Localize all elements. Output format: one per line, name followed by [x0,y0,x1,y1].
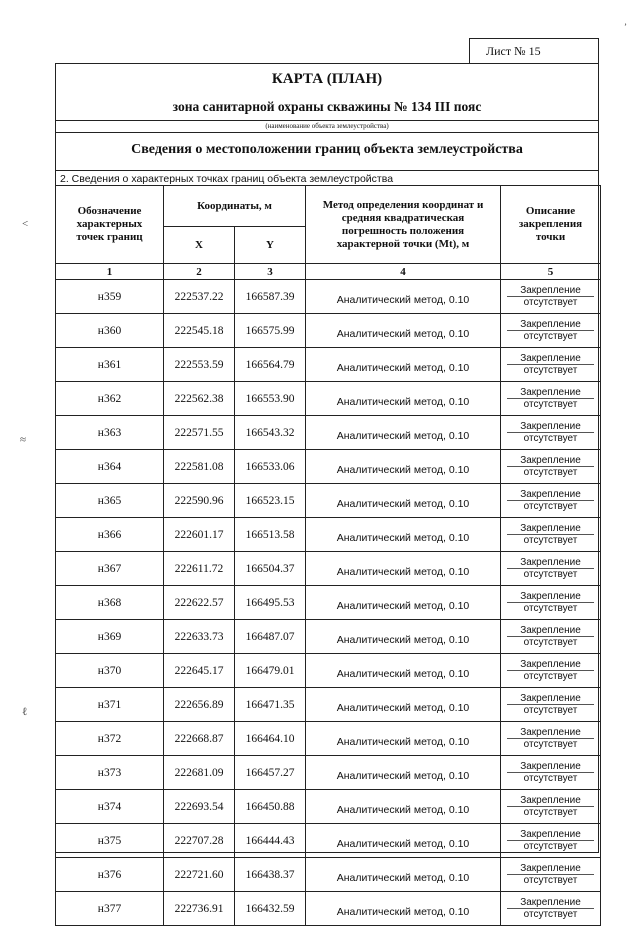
column-number: 4 [306,264,501,280]
method-cell: Аналитический метод, 0.10 [306,280,501,314]
header-coordinates: Координаты, м [164,186,306,227]
fixing-cell [501,892,601,926]
table-row [56,824,601,858]
coord-x: 222581.08 [164,450,235,484]
table-row [56,416,601,450]
table-row [56,756,601,790]
fixing-line-1: Закрепление [520,557,581,568]
table-row [56,314,601,348]
fixing-line-2: отсутствует [507,364,594,376]
point-id: н366 [56,518,164,552]
header-method: Метод определения координат и средняя квадратическая погрешность положения характерной точки (Mt), м [306,186,501,264]
fixing-line-2: отсутствует [507,568,594,580]
header-x: X [164,227,235,264]
column-number: 1 [56,264,164,280]
fixing-line-1: Закрепление [520,795,581,806]
method-cell: Аналитический метод, 0.10 [306,756,501,790]
point-id: н359 [56,280,164,314]
fixing-line-2: отсутствует [507,874,594,886]
table-row [56,552,601,586]
point-id: н373 [56,756,164,790]
table-row [56,484,601,518]
method-cell: Аналитический метод, 0.10 [306,654,501,688]
coord-x: 222553.59 [164,348,235,382]
coord-y: 166587.39 [235,280,306,314]
point-id: н364 [56,450,164,484]
coord-y: 166487.07 [235,620,306,654]
coord-y: 166432.59 [235,892,306,926]
fixing-line-2: отсутствует [507,602,594,614]
coord-x: 222645.17 [164,654,235,688]
coord-x: 222707.28 [164,824,235,858]
table-row [56,348,601,382]
coord-x: 222633.73 [164,620,235,654]
table-row [56,892,601,926]
fixing-line-2: отсутствует [507,840,594,852]
coord-y: 166553.90 [235,382,306,416]
margin-mark: ’ [624,22,627,32]
coord-x: 222736.91 [164,892,235,926]
point-id: н365 [56,484,164,518]
coord-x: 222622.57 [164,586,235,620]
fixing-line-1: Закрепление [520,523,581,534]
column-number: 5 [501,264,601,280]
fixing-line-2: отсутствует [507,330,594,342]
coord-y: 166457.27 [235,756,306,790]
coord-x: 222601.17 [164,518,235,552]
coord-x: 222693.54 [164,790,235,824]
fixing-cell [501,552,601,586]
fixing-cell [501,518,601,552]
fixing-cell [501,314,601,348]
point-id: н377 [56,892,164,926]
method-cell: Аналитический метод, 0.10 [306,892,501,926]
fixing-line-2: отсутствует [507,670,594,682]
fixing-line-1: Закрепление [520,625,581,636]
coord-x: 222545.18 [164,314,235,348]
coord-x: 222721.60 [164,858,235,892]
method-cell: Аналитический метод, 0.10 [306,858,501,892]
fixing-line-1: Закрепление [520,829,581,840]
coord-y: 166464.10 [235,722,306,756]
point-id: н363 [56,416,164,450]
fixing-cell [501,654,601,688]
header-fixing: Описание закрепления точки [501,186,601,264]
fixing-line-1: Закрепление [520,659,581,670]
fixing-line-2: отсутствует [507,466,594,478]
fixing-line-1: Закрепление [520,353,581,364]
fixing-line-1: Закрепление [520,489,581,500]
sheet-number-label: Лист № 15 [469,38,599,64]
point-id: н361 [56,348,164,382]
point-id: н376 [56,858,164,892]
table-row [56,654,601,688]
method-cell: Аналитический метод, 0.10 [306,722,501,756]
subsection-title: 2. Сведения о характерных точках границ объекта землеустройства [60,173,394,185]
coord-y: 166438.37 [235,858,306,892]
section-title: Сведения о местоположении границ объекта землеустройства [131,142,523,157]
table-row [56,620,601,654]
point-id: н370 [56,654,164,688]
method-cell: Аналитический метод, 0.10 [306,484,501,518]
method-cell: Аналитический метод, 0.10 [306,790,501,824]
point-id: н360 [56,314,164,348]
table-row [56,450,601,484]
coord-y: 166575.99 [235,314,306,348]
divider [56,132,598,133]
point-id: н367 [56,552,164,586]
point-id: н371 [56,688,164,722]
fixing-cell [501,586,601,620]
point-id: н375 [56,824,164,858]
fixing-line-2: отсутствует [507,738,594,750]
fixing-cell [501,858,601,892]
fixing-cell [501,416,601,450]
method-cell: Аналитический метод, 0.10 [306,450,501,484]
divider [56,170,598,171]
coord-y: 166471.35 [235,688,306,722]
fixing-line-2: отсутствует [507,398,594,410]
fixing-line-2: отсутствует [507,534,594,546]
method-cell: Аналитический метод, 0.10 [306,688,501,722]
coord-x: 222681.09 [164,756,235,790]
document-frame [55,63,599,920]
coord-x: 222537.22 [164,280,235,314]
column-number: 3 [235,264,306,280]
fixing-cell [501,688,601,722]
method-cell: Аналитический метод, 0.10 [306,382,501,416]
table-row [56,586,601,620]
table-row [56,858,601,892]
coord-y: 166513.58 [235,518,306,552]
column-number: 2 [164,264,235,280]
document-title: КАРТА (ПЛАН) [271,71,383,87]
fixing-line-1: Закрепление [520,897,581,908]
margin-mark: ℓ [22,706,28,718]
coord-x: 222562.38 [164,382,235,416]
method-cell: Аналитический метод, 0.10 [306,824,501,858]
fixing-line-1: Закрепление [520,387,581,398]
coord-y: 166523.15 [235,484,306,518]
point-id: н374 [56,790,164,824]
table-row [56,382,601,416]
header-point: Обозначение характерных точек границ [56,186,164,264]
fixing-line-1: Закрепление [520,421,581,432]
fixing-cell [501,280,601,314]
margin-mark: ≈ [20,434,27,446]
fixing-cell [501,450,601,484]
method-cell: Аналитический метод, 0.10 [306,518,501,552]
fixing-cell [501,824,601,858]
method-cell: Аналитический метод, 0.10 [306,620,501,654]
coord-y: 166444.43 [235,824,306,858]
object-name: зона санитарной охраны скважины № 134 III пояс [172,99,482,114]
point-id: н369 [56,620,164,654]
point-id: н372 [56,722,164,756]
fixing-cell [501,756,601,790]
coord-x: 222611.72 [164,552,235,586]
fixing-line-2: отсутствует [507,500,594,512]
coord-x: 222668.87 [164,722,235,756]
fixing-line-1: Закрепление [520,693,581,704]
table-row [56,722,601,756]
fixing-cell [501,484,601,518]
fixing-cell [501,790,601,824]
fixing-line-1: Закрепление [520,863,581,874]
method-cell: Аналитический метод, 0.10 [306,314,501,348]
coord-y: 166479.01 [235,654,306,688]
table-row [56,688,601,722]
object-name-caption: (наименование объекта землеустройства) [265,122,389,130]
method-cell: Аналитический метод, 0.10 [306,348,501,382]
fixing-line-1: Закрепление [520,727,581,738]
coord-y: 166533.06 [235,450,306,484]
fixing-line-2: отсутствует [507,704,594,716]
coord-y: 166543.32 [235,416,306,450]
fixing-line-1: Закрепление [520,319,581,330]
coord-y: 166564.79 [235,348,306,382]
margin-mark: < [22,218,29,230]
coord-y: 166495.53 [235,586,306,620]
fixing-line-2: отсутствует [507,432,594,444]
point-id: н368 [56,586,164,620]
fixing-line-2: отсутствует [507,908,594,920]
table-row [56,790,601,824]
table-row [56,280,601,314]
points-table [55,185,601,926]
point-id: н362 [56,382,164,416]
fixing-line-2: отсутствует [507,636,594,648]
coord-x: 222571.55 [164,416,235,450]
method-cell: Аналитический метод, 0.10 [306,586,501,620]
fixing-line-1: Закрепление [520,761,581,772]
method-cell: Аналитический метод, 0.10 [306,552,501,586]
coord-x: 222656.89 [164,688,235,722]
fixing-cell [501,348,601,382]
coord-x: 222590.96 [164,484,235,518]
table-row [56,518,601,552]
coord-y: 166504.37 [235,552,306,586]
header-y: Y [235,227,306,264]
divider [56,120,598,121]
fixing-line-1: Закрепление [520,285,581,296]
fixing-line-2: отсутствует [507,772,594,784]
fixing-cell [501,382,601,416]
fixing-cell [501,722,601,756]
coord-y: 166450.88 [235,790,306,824]
fixing-line-2: отсутствует [507,806,594,818]
method-cell: Аналитический метод, 0.10 [306,416,501,450]
fixing-line-1: Закрепление [520,455,581,466]
fixing-cell [501,620,601,654]
fixing-line-2: отсутствует [507,296,594,308]
fixing-line-1: Закрепление [520,591,581,602]
